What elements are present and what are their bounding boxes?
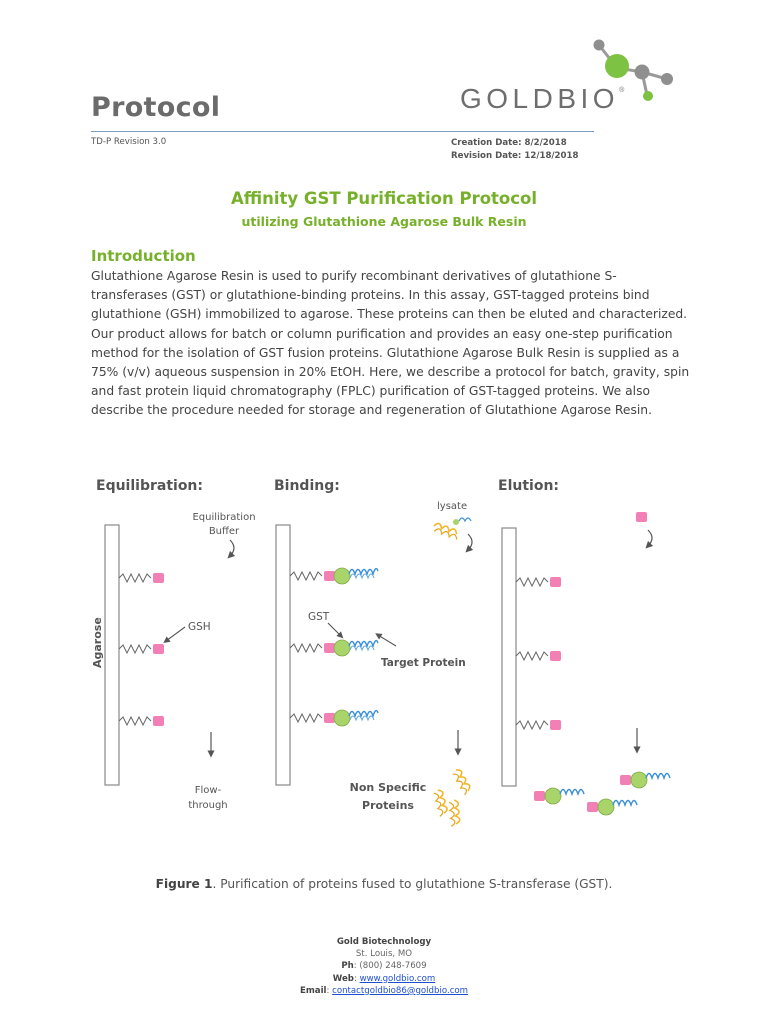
- footer-phone-line: [0, 960, 768, 972]
- revision-date: Revision Date: 12/18/2018: [451, 151, 579, 161]
- target-protein-label: Target Protein: [381, 657, 466, 669]
- curved-arrow-icon: [230, 540, 234, 556]
- gst-label: GST: [308, 611, 330, 623]
- goldbio-logo-wordmark: [460, 83, 624, 115]
- purification-diagram: [88, 470, 688, 835]
- equilibration-buffer-label-line1: Equilibration: [192, 512, 256, 523]
- nonspecific-proteins-label-line2: Proteins: [362, 799, 414, 812]
- gst-target-complex: [290, 710, 378, 726]
- figure-caption-label: Figure 1: [155, 877, 213, 891]
- eluted-complex: [587, 799, 637, 815]
- arrow-icon: [378, 635, 396, 646]
- footer-phone: : (800) 248-7609: [353, 961, 427, 972]
- eluted-complex: [620, 772, 670, 788]
- document-title: Affinity GST Purification Protocol: [230, 189, 538, 208]
- figure-caption-text: . Purification of proteins fused to glutathione S-transferase (GST).: [212, 877, 613, 891]
- agarose-column-elution: [502, 528, 516, 786]
- section-heading-introduction: Introduction: [91, 247, 196, 265]
- nonspecific-proteins-label-line1: Non Specific: [349, 781, 427, 794]
- gsh-ligand: [119, 573, 164, 583]
- figure-caption: [0, 877, 768, 891]
- gst-target-complex: [290, 640, 378, 656]
- header-rule: [91, 131, 594, 132]
- registered-mark: ®: [619, 87, 625, 94]
- page-footer: [0, 936, 768, 997]
- gsh-ligand: [119, 716, 164, 726]
- equilibration-buffer-label-line2: Buffer: [208, 526, 240, 537]
- panel-label-elution: Elution:: [498, 478, 560, 494]
- footer-phone-label: Ph: [341, 961, 354, 972]
- gsh-ligand: [516, 720, 561, 730]
- agarose-column-binding: [276, 525, 290, 785]
- agarose-column-equilibration: [105, 525, 119, 785]
- gsh-ligand: [119, 644, 164, 654]
- footer-email-label: Email: [299, 985, 327, 996]
- arrow-icon: [166, 627, 185, 641]
- arrow-icon: [328, 623, 341, 636]
- logo-text: GOLDBIO: [460, 83, 620, 114]
- footer-location: St. Louis, MO: [355, 949, 413, 960]
- lysate-label: lysate: [437, 501, 468, 512]
- footer-company: Gold Biotechnology: [336, 937, 432, 947]
- eluted-complex: [534, 788, 584, 804]
- gsh-ligand: [516, 651, 561, 661]
- curved-arrow-icon: [468, 534, 472, 550]
- gsh-label: GSH: [188, 621, 211, 633]
- agarose-label: Agarose: [91, 617, 104, 668]
- flow-through-label-line2: through: [188, 800, 228, 811]
- flow-through-label-line1: Flow-: [194, 785, 222, 796]
- revision-label: TD-P Revision 3.0: [91, 137, 167, 147]
- doc-type-title: Protocol: [91, 92, 221, 123]
- curved-arrow-icon: [648, 530, 652, 546]
- nonspecific-proteins-icon: [433, 768, 472, 826]
- free-gsh-icon: [636, 512, 647, 522]
- introduction-paragraph: Glutathione Agarose Resin is used to purify recombinant derivatives of glutathione S-transferases (GST) or glutathione-binding proteins. In this assay, GST-tagged proteins bind glutathione (GSH) immobilized to agarose. These proteins can then be eluted and characterized. Our product allows for batch or column purification and provides an easy one-step purification method for the isolation of GST fusion proteins. Glutathione Agarose Bulk Resin is supplied as a 75% (v/v) aqueous suspension in 20% EtOH. Here, we describe a protocol for batch, gravity, spin and fast protein liquid chromatography (FPLC) purification of GST-tagged proteins. We also describe the procedure needed for storage and regeneration of Glutathione Agarose Resin.: [91, 269, 690, 418]
- panel-label-equilibration: Equilibration:: [96, 478, 203, 494]
- document-subtitle: utilizing Glutathione Agarose Bulk Resin: [241, 214, 527, 229]
- gsh-ligand: [516, 577, 561, 587]
- lysate-proteins-icon: [432, 518, 471, 540]
- creation-date: Creation Date: 8/2/2018: [451, 138, 567, 148]
- footer-web-label: Web: [332, 973, 354, 984]
- footer-web-link[interactable]: www.goldbio.com: [359, 973, 436, 984]
- footer-email-link[interactable]: contactgoldbio86@goldbio.com: [332, 985, 469, 996]
- footer-email-line: Email: contactgoldbio86@goldbio.com: [299, 985, 469, 996]
- dates-block: [451, 137, 578, 163]
- footer-web-line: Web: www.goldbio.com: [332, 973, 436, 984]
- gst-target-complex: [290, 568, 378, 584]
- panel-label-binding: Binding:: [274, 478, 340, 494]
